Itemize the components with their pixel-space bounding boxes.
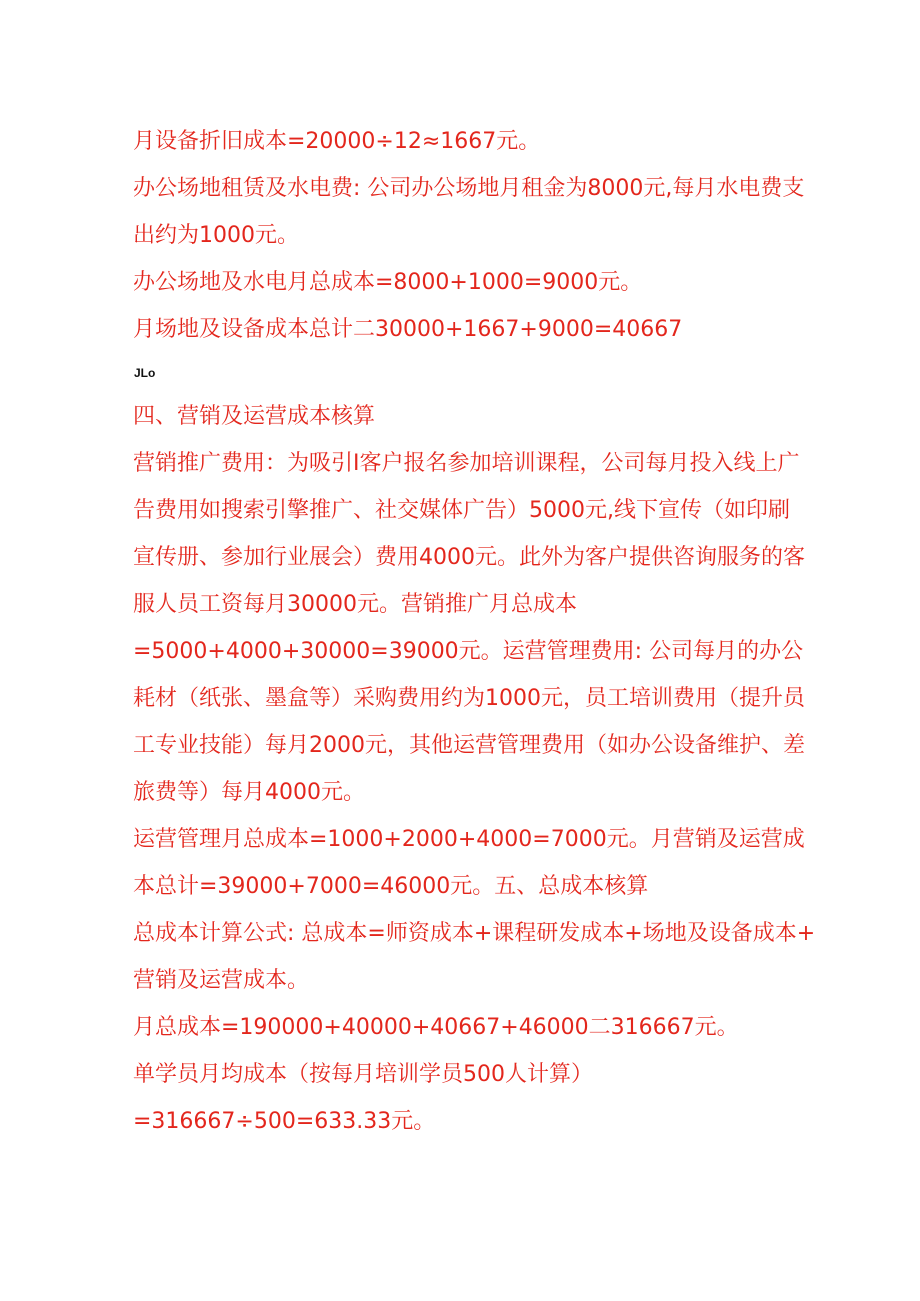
section-heading-marketing-operations: 四、营销及运营成本核算 [133, 404, 376, 429]
text-line-marketing-2: 告费用如搜索引擎推广、社交媒体广告）5000元,线下宣传（如印刷 [133, 498, 790, 523]
text-line-depreciation: 月设备折旧成本=20000÷12≈1667元。 [133, 129, 541, 154]
text-line-per-student-label: 单学员月均成本（按每月培训学员500人计算） [133, 1062, 593, 1087]
text-line-total-formula: 总成本计算公式: 总成本=师资成本+课程研发成本+场地及设备成本+ [133, 921, 816, 946]
text-line-operations-2: 工专业技能）每月2000元，其他运营管理费用（如办公设备维护、差 [133, 733, 805, 758]
text-line-per-student-result: =316667÷500=633.33元。 [133, 1109, 436, 1134]
text-line-operations-total: 运营管理月总成本=1000+2000+4000=7000元。月营销及运营成 [133, 827, 805, 852]
document-body [133, 118, 816, 1145]
text-line-marketing-4: 服人员工资每月30000元。营销推广月总成本 [133, 592, 577, 617]
text-line-operations-1: 耗材（纸张、墨盒等）采购费用约为1000元，员工培训费用（提升员 [133, 686, 805, 711]
text-line-marketing-3: 宣传册、参加行业展会）费用4000元。此外为客户提供咨询服务的客 [133, 545, 805, 570]
text-line-marketing-1: 营销推广费用：为吸引I客户报名参加培训课程，公司每月投入线上广 [133, 451, 800, 476]
text-line-utilities-amount: 出约为1000元。 [133, 223, 299, 248]
text-line-marketing-operations-total: 本总计=39000+7000=46000元。五、总成本核算 [133, 874, 649, 899]
text-line-total-formula-continued: 营销及运营成本。 [133, 968, 310, 993]
text-line-marketing-5: =5000+4000+30000=39000元。运营管理费用: 公司每月的办公 [133, 639, 804, 664]
text-line-venue-equipment-total: 月场地及设备成本总计二30000+1667+9000=40667 [133, 317, 683, 342]
text-line-monthly-total: 月总成本=190000+40000+40667+46000二316667元。 [133, 1015, 739, 1040]
text-line-operations-3: 旅费等）每月4000元。 [133, 780, 365, 805]
text-fragment: JLo [134, 366, 156, 380]
text-line-office-rent: 办公场地租赁及水电费: 公司办公场地月租金为8000元,每月水电费支 [133, 176, 805, 201]
text-line-office-total: 办公场地及水电月总成本=8000+1000=9000元。 [133, 270, 643, 295]
